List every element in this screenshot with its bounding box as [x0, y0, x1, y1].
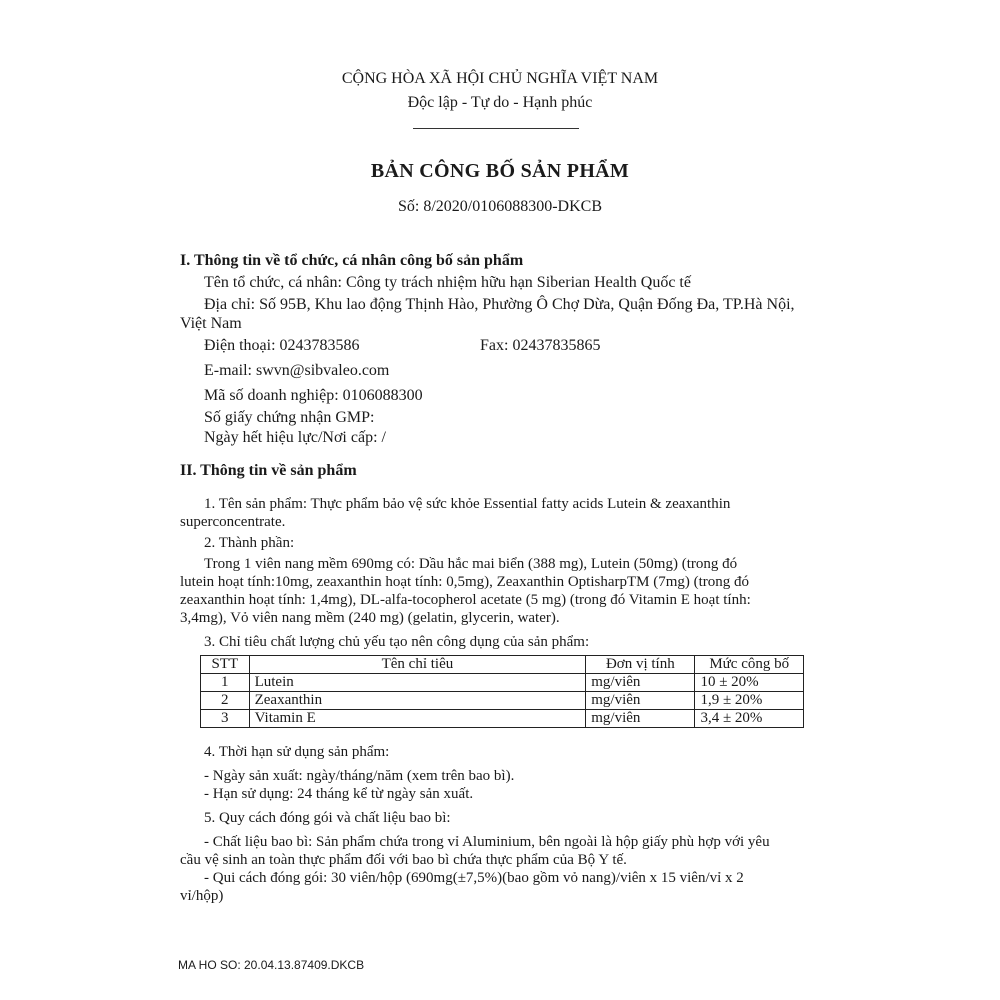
motto: Độc lập - Tự do - Hạnh phúc — [407, 94, 593, 111]
table-row — [201, 692, 804, 710]
table-row — [201, 710, 804, 728]
product-name-line1: 1. Tên sản phẩm: Thực phẩm bảo vệ sức khỏe Essential fatty acids Lutein & zeaxanthin — [204, 496, 731, 512]
cell-name: Zeaxanthin — [249, 692, 586, 710]
composition-line: 3,4mg), Vỏ viên nang mềm (240 mg) (gelatin, glycerin, water). — [180, 610, 560, 626]
section2-heading: II. Thông tin về sản phẩm — [180, 462, 357, 479]
cell-stt: 2 — [201, 692, 250, 710]
material-line1: - Chất liệu bao bì: Sản phẩm chứa trong vỉ Aluminium, bên ngoài là hộp giấy phù hợp với yêu — [204, 834, 770, 850]
quality-heading: 3. Chỉ tiêu chất lượng chủ yếu tạo nên công dụng của sản phẩm: — [204, 634, 590, 650]
business-code: Mã số doanh nghiệp: 0106088300 — [204, 387, 423, 404]
material-line2: cầu vệ sinh an toàn thực phẩm đối với bao bì chứa thực phẩm của Bộ Y tế. — [180, 852, 627, 868]
cell-unit: mg/viên — [586, 692, 695, 710]
product-name-line2: superconcentrate. — [180, 514, 286, 530]
document-number: Số: 8/2020/0106088300-DKCB — [397, 198, 602, 215]
country-heading: CỘNG HÒA XÃ HỘI CHỦ NGHĨA VIỆT NAM — [341, 70, 659, 87]
cell-value: 1,9 ± 20% — [695, 692, 804, 710]
packing-line2: vỉ/hộp) — [180, 888, 224, 904]
shelf-life-heading: 4. Thời hạn sử dụng sản phẩm: — [204, 744, 390, 760]
table-header-row — [201, 656, 804, 674]
cell-name: Lutein — [249, 674, 586, 692]
table-row — [201, 674, 804, 692]
record-code: MA HO SO: 20.04.13.87409.DKCB — [178, 958, 365, 972]
col-header-value: Mức công bố — [695, 656, 804, 674]
validity: Ngày hết hiệu lực/Nơi cấp: / — [204, 429, 386, 446]
col-header-name: Tên chỉ tiêu — [249, 656, 586, 674]
cell-unit: mg/viên — [586, 710, 695, 728]
composition-heading: 2. Thành phần: — [204, 535, 295, 551]
header-divider — [413, 128, 579, 129]
manufacture-date: - Ngày sản xuất: ngày/tháng/năm (xem trên bao bì). — [204, 768, 515, 784]
packing-line1: - Qui cách đóng gói: 30 viên/hộp (690mg(±7,5%)(bao gồm vỏ nang)/viên x 15 viên/vỉ x 2 — [204, 870, 744, 886]
email: E-mail: swvn@sibvaleo.com — [204, 362, 390, 379]
composition-line: zeaxanthin hoạt tính: 1,4mg), DL-alfa-tocopherol acetate (5 mg) (trong đó Vitamin E hoạt tính: — [180, 592, 751, 608]
quality-table — [200, 655, 804, 728]
org-name: Tên tổ chức, cá nhân: Công ty trách nhiệm hữu hạn Siberian Health Quốc tế — [204, 274, 691, 291]
gmp-certificate: Số giấy chứng nhận GMP: — [204, 409, 375, 426]
cell-stt: 1 — [201, 674, 250, 692]
address-line2: Việt Nam — [180, 315, 242, 332]
col-header-stt: STT — [201, 656, 250, 674]
expiry: - Hạn sử dụng: 24 tháng kể từ ngày sản xuất. — [204, 786, 474, 802]
composition-line: lutein hoạt tính:10mg, zeaxanthin hoạt tính: 0,5mg), Zeaxanthin OptisharpTM (7mg) (trong đó — [180, 574, 750, 590]
phone: Điện thoại: 0243783586 — [204, 337, 360, 354]
packaging-heading: 5. Quy cách đóng gói và chất liệu bao bì: — [204, 810, 451, 826]
cell-value: 3,4 ± 20% — [695, 710, 804, 728]
document-title: BẢN CÔNG BỐ SẢN PHẨM — [370, 160, 630, 182]
cell-value: 10 ± 20% — [695, 674, 804, 692]
col-header-unit: Đơn vị tính — [586, 656, 695, 674]
composition-line: Trong 1 viên nang mềm 690mg có: Dầu hắc mai biển (388 mg), Lutein (50mg) (trong đó — [204, 556, 738, 572]
address-line1: Địa chỉ: Số 95B, Khu lao động Thịnh Hào, Phường Ô Chợ Dừa, Quận Đống Đa, TP.Hà Nội, — [204, 296, 795, 313]
section1-heading: I. Thông tin về tổ chức, cá nhân công bố sản phẩm — [180, 252, 524, 269]
fax: Fax: 02437835865 — [480, 337, 601, 354]
cell-stt: 3 — [201, 710, 250, 728]
cell-unit: mg/viên — [586, 674, 695, 692]
cell-name: Vitamin E — [249, 710, 586, 728]
